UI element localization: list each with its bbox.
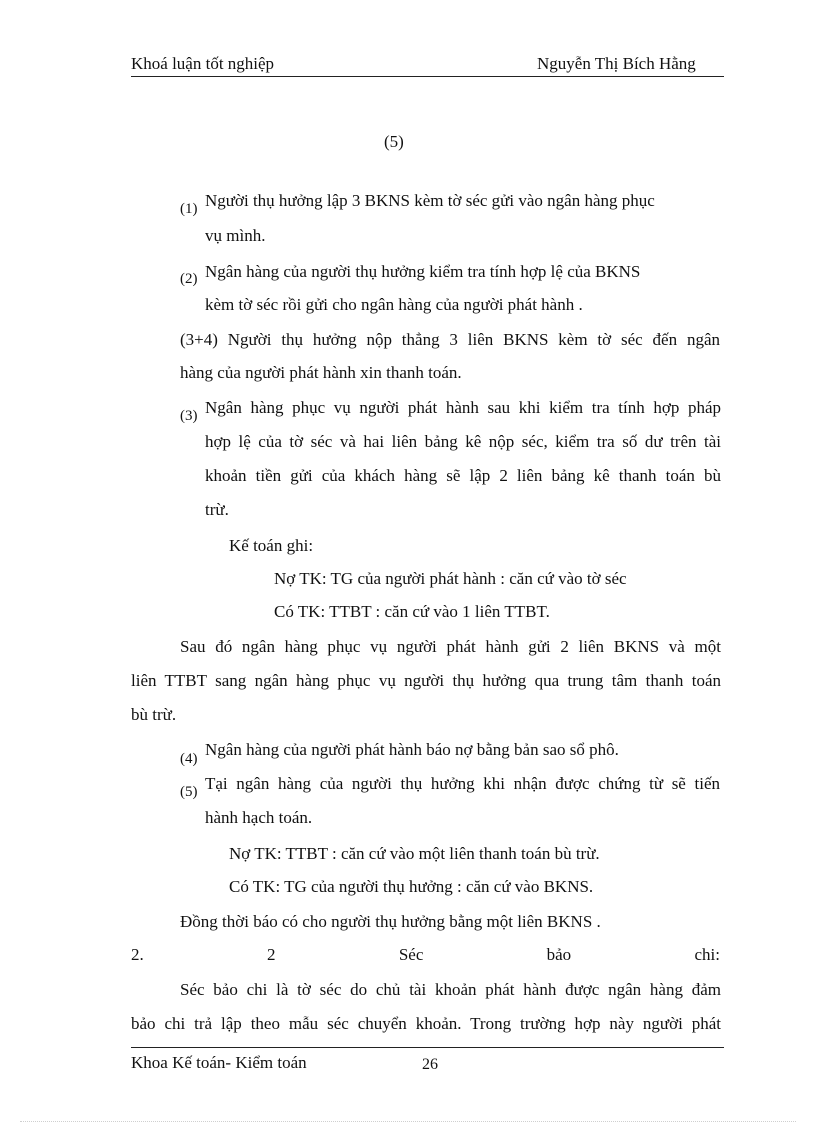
paragraph-line: liên TTBT sang ngân hàng phục vụ người thụ hưởng qua trung tâm thanh toán (131, 671, 721, 690)
page-number: 26 (422, 1056, 438, 1073)
credit-entry: Có TK: TG của người thụ hưởng : căn cứ vào BKNS. (229, 877, 594, 896)
item-line: hợp lệ của tờ séc và hai liên bảng kê nộp séc, kiểm tra số dư trên tài (205, 432, 721, 451)
debit-entry: Nợ TK: TG của người phát hành : căn cứ vào tờ séc (274, 569, 627, 588)
debit-entry: Nợ TK: TTBT : căn cứ vào một liên thanh toán bù trừ. (229, 844, 600, 863)
item-number: (1) (180, 201, 198, 217)
header-left: Khoá luận tốt nghiệp (131, 54, 275, 73)
paragraph-line: Sau đó ngân hàng phục vụ người phát hành gửi 2 liên BKNS và một (180, 637, 721, 656)
footer-rule (131, 1047, 724, 1048)
header-right: Nguyễn Thị Bích Hằng (537, 54, 696, 73)
item-line: hàng của người phát hành xin thanh toán. (180, 363, 462, 382)
credit-entry: Có TK: TTBT : căn cứ vào 1 liên TTBT. (274, 602, 550, 621)
section-heading (131, 944, 720, 966)
item-number: (3) (180, 408, 198, 424)
item-line: vụ mình. (205, 226, 266, 245)
item-line: trừ. (205, 500, 229, 519)
accounting-label: Kế toán ghi: (229, 536, 314, 555)
section-word: Séc (398, 945, 424, 964)
item-line: Tại ngân hàng của người thụ hưởng khi nhận được chứng từ sẽ tiến (205, 774, 720, 793)
page-edge-dotted-line (20, 1121, 796, 1122)
step-marker: (5) (384, 132, 404, 151)
section-subnumber: 2 (267, 945, 276, 964)
item-line: kèm tờ séc rồi gửi cho ngân hàng của người phát hành . (205, 295, 583, 314)
item-number: (2) (180, 271, 198, 287)
footer-left: Khoa Kế toán- Kiểm toán (131, 1053, 307, 1072)
section-word: bảo (546, 945, 572, 964)
section-word: chi: (694, 945, 720, 964)
paragraph-line: Séc bảo chi là tờ séc do chủ tài khoản phát hành được ngân hàng đảm (180, 980, 721, 999)
item-number: (5) (180, 784, 198, 800)
item-line: Ngân hàng phục vụ người phát hành sau khi kiểm tra tính hợp pháp (205, 398, 721, 417)
item-line: Ngân hàng của người phát hành báo nợ bằng bản sao sổ phô. (205, 740, 619, 759)
item-line: Ngân hàng của người thụ hưởng kiểm tra tính hợp lệ của BKNS (205, 262, 641, 281)
section-number: 2. (131, 945, 144, 964)
item-number: (4) (180, 751, 198, 767)
item-line: Người thụ hưởng lập 3 BKNS kèm tờ séc gửi vào ngân hàng phục (205, 191, 655, 210)
item-line: khoản tiền gửi của khách hàng sẽ lập 2 liên bảng kê thanh toán bù (205, 466, 721, 485)
paragraph-line: bảo chi trả lập theo mẫu séc chuyển khoản. Trong trường hợp này người phát (131, 1014, 721, 1033)
paragraph-line: bù trừ. (131, 705, 177, 724)
item-line: hành hạch toán. (205, 808, 313, 827)
item-line: (3+4) Người thụ hưởng nộp thẳng 3 liên BKNS kèm tờ séc đến ngân (180, 330, 720, 349)
header-rule (131, 76, 724, 77)
paragraph-line: Đồng thời báo có cho người thụ hưởng bằng một liên BKNS . (180, 912, 601, 931)
